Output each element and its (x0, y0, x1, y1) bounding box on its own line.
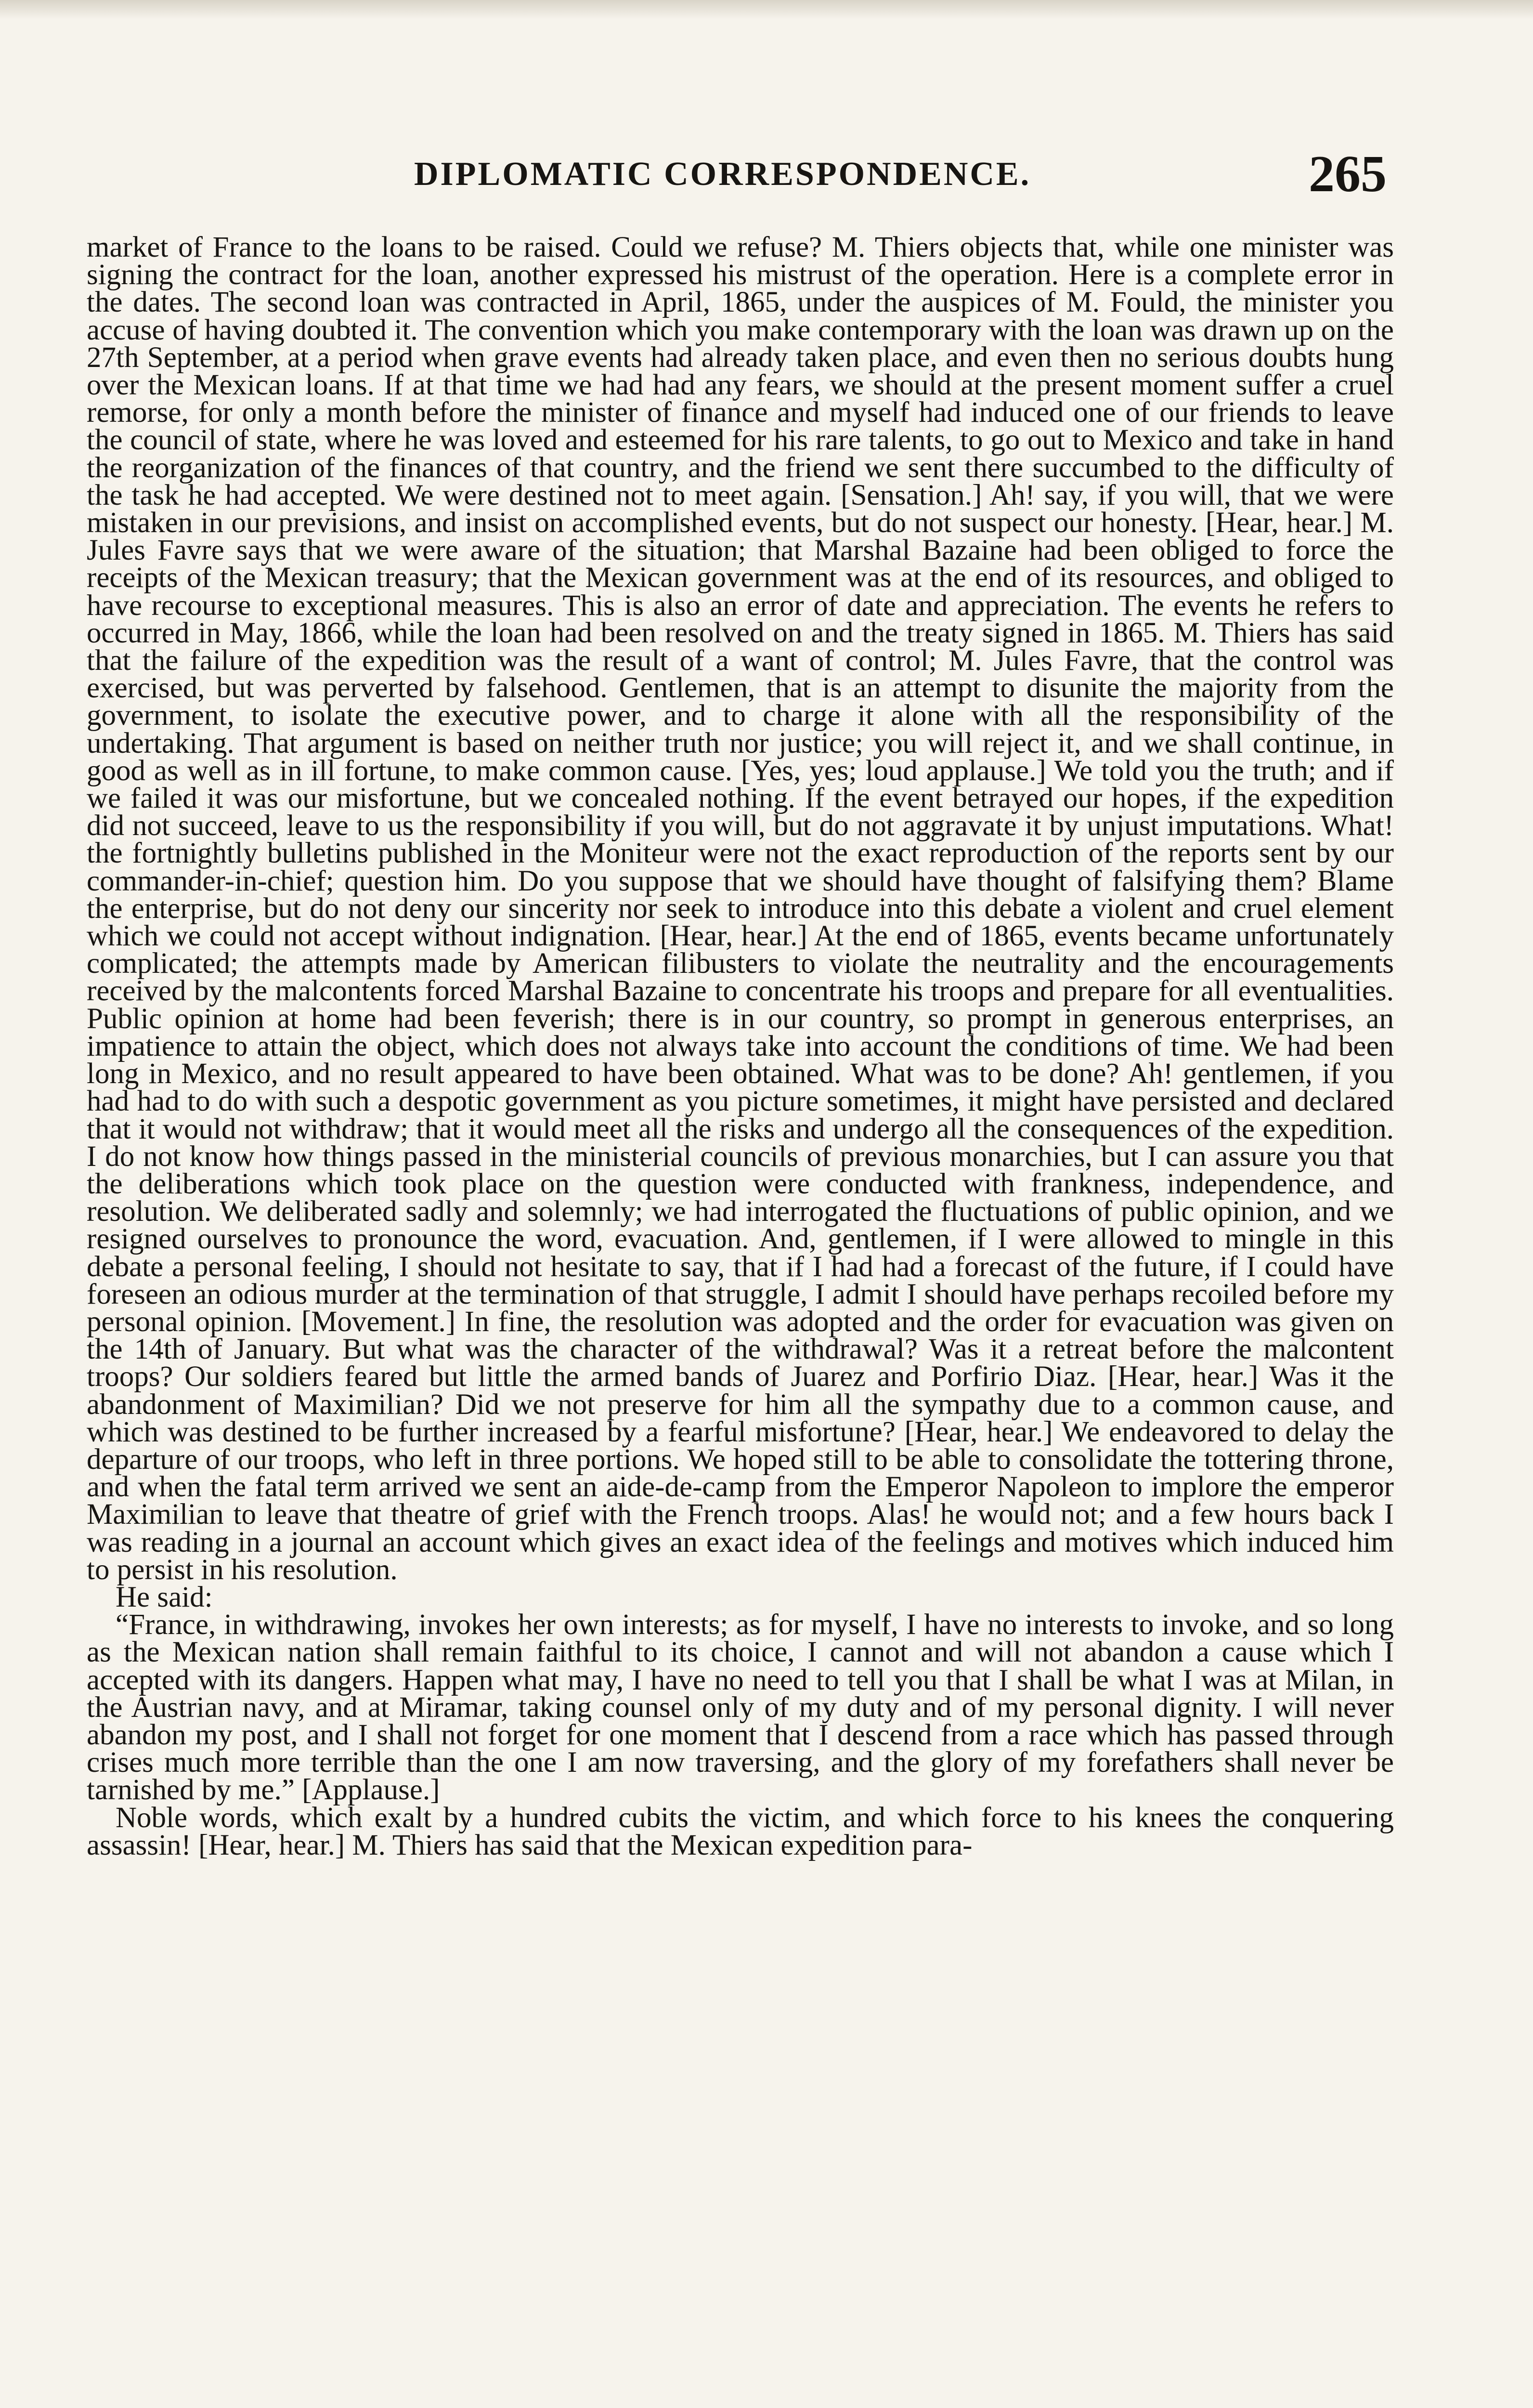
page-top-edge (0, 0, 1533, 19)
paragraph-quotation: “France, in withdrawing, invokes her own interests; as for myself, I have no interests to invoke, and so long as the Mexican nation shall remain faithful to its choice, I cannot and will not abandon a cause which I accepted with its dangers. Happen what may, I have no need to tell you that I shall be what I was at Milan, in the Austrian navy, and at Miramar, taking counsel only of my duty and of my personal dignity. I will never abandon my post, and I shall not forget for one moment that I descend from a race which has passed through crises much more terrible than the one I am now traversing, and the glory of my forefathers shall never be tarnished by me.” [Applause.] (87, 1609, 1394, 1806)
running-title: DIPLOMATIC CORRESPONDENCE. (414, 156, 1031, 193)
paragraph-noble-words: Noble words, which exalt by a hundred cubits the victim, and which force to his knees the conquering assassin! [Hear, hear.] M. Thiers has said that the Mexican expedition para- (87, 1801, 1394, 1861)
paragraph-he-said: He said: (116, 1581, 213, 1613)
body-text (87, 231, 1394, 1861)
page-number: 265 (1309, 145, 1387, 203)
paragraph-main: market of France to the loans to be raised. Could we refuse? M. Thiers objects that, while one minister was signing the contract for the loan, another expressed his mistrust of the operation. Here is a complete error in the dates. The second loan was contracted in April, 1865, under the auspices of M. Fould, the minister you accuse of having doubted it. The convention which you make contemporary with the loan was drawn up on the 27th September, at a period when grave events had already taken place, and even then no serious doubts hung over the Mexican loans. If at that time we had had any fears, we should at the present moment suffer a cruel remorse, for only a month before the minister of finance and myself had induced one of our friends to leave the council of state, where he was loved and esteemed for his rare talents, to go out to Mexico and take in hand the reorganization of the finances of that country, and the friend we sent there succumbed to the difficulty of the task he had accepted. We were destined not to meet again. [Sensation.] Ah! say, if you will, that we were mistaken in our previsions, and insist on accomplished events, but do not suspect our honesty. [Hear, hear.] M. Jules Favre says that we were aware of the situation; that Marshal Bazaine had been obliged to force the receipts of the Mexican treasury; that the Mexican government was at the end of its resources, and obliged to have recourse to exceptional measures. This is also an error of date and appreciation. The events he refers to occurred in May, 1866, while the loan had been resolved on and the treaty signed in 1865. M. Thiers has said that the failure of the expedition was the result of a want of control; M. Jules Favre, that the control was exercised, but was perverted by falsehood. Gentlemen, that is an attempt to disunite the majority from the government, to isolate the executive power, and to charge it alone with all the responsibility of the undertaking. That argument is based on neither truth nor justice; you will reject it, and we shall continue, in good as well as in ill fortune, to make common cause. [Yes, yes; loud applause.] We told you the truth; and if we failed it was our misfortune, but we concealed nothing. If the event betrayed our hopes, if the expedition did not succeed, leave to us the responsibility if you will, but do not aggravate it by unjust imputations. What! the fortnightly bulletins published in the Moniteur were not the exact reproduction of the reports sent by our commander-in-chief; question him. Do you suppose that we should have thought of falsifying them? Blame the enterprise, but do not deny our sincerity nor seek to introduce into this debate a violent and cruel element which we could not accept without indignation. [Hear, hear.] At the end of 1865, events became unfortunately complicated; the attempts made by American filibusters to violate the neutrality and the encouragements received by the malcontents forced Marshal Bazaine to concentrate his troops and prepare for all eventualities. Public opinion at home had been feverish; there is in our country, so prompt in generous enterprises, an impatience to attain the object, which does not always take into account the conditions of time. We had been long in Mexico, and no result appeared to have been obtained. What was to be done? Ah! gentlemen, if you had had to do with such a despotic government as you picture sometimes, it might have persisted and declared that it would not withdraw; that it would meet all the risks and undergo all the consequences of the expedition. I do not know how things passed in the ministerial councils of previous monarchies, but I can assure you that the deliberations which took place on the question were conducted with frankness, independence, and resolution. We deliberated sadly and solemnly; we had interrogated the fluctuations of public opinion, and we resigned ourselves to pronounce the word, evacuation. And, gentlemen, if I were allowed to mingle in this debate a personal feeling, I should not hesitate to say, that if I had had a forecast of the future, if I could have foreseen an odious murder at the termination of that struggle, I admit I should have perhaps recoiled before my personal opinion. [Movement.] In fine, the resolution was adopted and the order for evacuation was given on the 14th of January. But what was the character of the withdrawal? Was it a retreat before the malcontent troops? Our soldiers feared but little the armed bands of Juarez and Porfirio Diaz. [Hear, hear.] Was it the abandonment of Maximilian? Did we not preserve for him all the sympathy due to a common cause, and which was destined to be further increased by a fearful misfortune? [Hear, hear.] We endeavored to delay the departure of our troops, who left in three portions. We hoped still to be able to consolidate the tottering throne, and when the fatal term arrived we sent an aide-de-camp from the Emperor Napoleon to implore the emperor Maximilian to leave that theatre of grief with the French troops. Alas! he would not; and a few hours back I was reading in a journal an account which gives an exact idea of the feelings and motives which induced him to persist in his resolution. (87, 231, 1394, 1586)
page-header (87, 144, 1387, 207)
